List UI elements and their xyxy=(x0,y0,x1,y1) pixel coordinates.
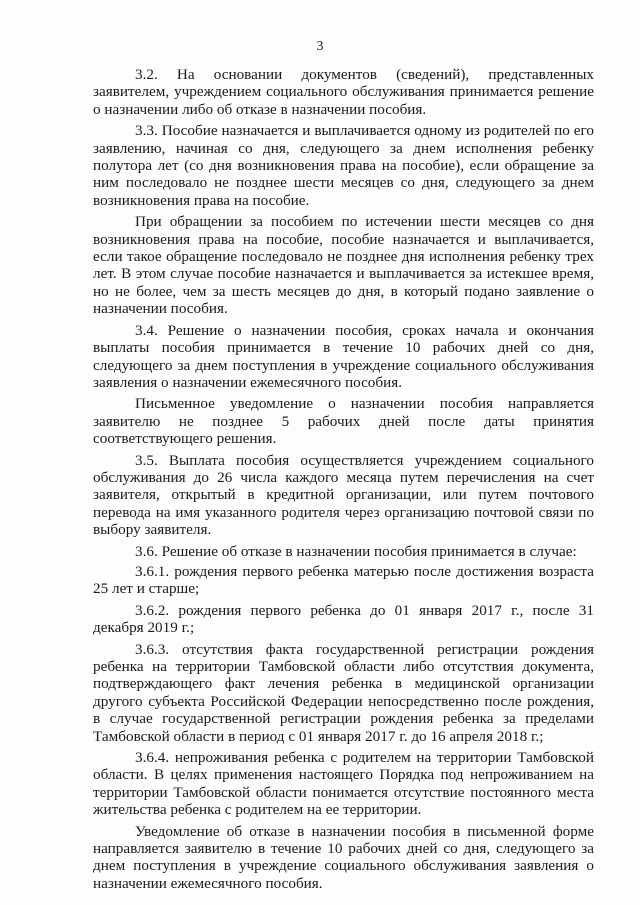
paragraph-3-6-1: 3.6.1. рождения первого ребенка матерью после достижения возраста 25 лет и старше; xyxy=(93,562,594,598)
document-body xyxy=(93,66,594,896)
paragraph-3-4: 3.4. Решение о назначении пособия, сроках начала и окончания выплаты пособия принимается в течение 10 рабочих дней со дня, следующего за днем поступления в учреждение социального обслуживания заявления о назначении ежемесячного пособия. xyxy=(93,321,594,391)
paragraph-3-6-2: 3.6.2. рождения первого ребенка до 01 января 2017 г., после 31 декабря 2019 г.; xyxy=(93,601,594,637)
paragraph-refusal-notice: Уведомление об отказе в назначении пособия в письменной форме направляется заявителю в течение 10 рабочих дней со дня, следующего за днем поступления в учреждение социального обслуживания заявления о назначении ежемесячного пособия. xyxy=(93,822,594,892)
paragraph-3-3-continuation: При обращении за пособием по истечении шести месяцев со дня возникновения права на пособие, пособие назначается и выплачивается, если такое обращение последовало не позднее дня исполнения ребенку трех лет. В этом случае пособие назначается и выплачивается за истекшее время, но не более, чем за шесть месяцев до дня, в который подано заявление о назначении пособия. xyxy=(93,213,594,318)
paragraph-3-3: 3.3. Пособие назначается и выплачивается одному из родителей по его заявлению, начиная со дня, следующего за днем исполнения ребенку полутора лет (со дня возникновения права на пособие), если обращение за ним последовало не позднее шести месяцев со дня, следующего за днем возникновения права на пособие. xyxy=(93,122,594,209)
paragraph-3-6: 3.6. Решение об отказе в назначении пособия принимается в случае: xyxy=(135,542,577,560)
paragraph-3-6-3: 3.6.3. отсутствия факта государственной регистрации рождения ребенка на территории Тамбовской области либо отсутствия документа, подтверждающего факт лечения ребенка в медицинской организации другого субъекта Российской Федерации непосредственно после рождения, в случае государственной регистрации рождения ребенка за пределами Тамбовской области в период с 01 января 2017 г. до 16 апреля 2018 г.; xyxy=(93,640,594,745)
paragraph-3-4-notification: Письменное уведомление о назначении пособия направляется заявителю не позднее 5 рабочих дней после даты принятия соответствующего решения. xyxy=(93,395,594,448)
paragraph-3-2: 3.2. На основании документов (сведений), представленных заявителем, учреждением социального обслуживания принимается решение о назначении либо об отказе в назначении пособия. xyxy=(93,66,594,118)
paragraph-3-6-4: 3.6.4. непроживания ребенка с родителем на территории Тамбовской области. В целях применения настоящего Порядка под непроживанием на территории Тамбовской области понимается отсутствие постоянного места жительства ребенка с родителем на ее территории. xyxy=(93,749,594,819)
paragraph-3-5: 3.5. Выплата пособия осуществляется учреждением социального обслуживания до 26 числа каждого месяца путем перечисления на счет заявителя, открытый в кредитной организации, или путем почтового перевода на имя указанного родителя через организацию почтовой связи по выбору заявителя. xyxy=(93,451,594,539)
page-number: 3 xyxy=(316,39,324,54)
